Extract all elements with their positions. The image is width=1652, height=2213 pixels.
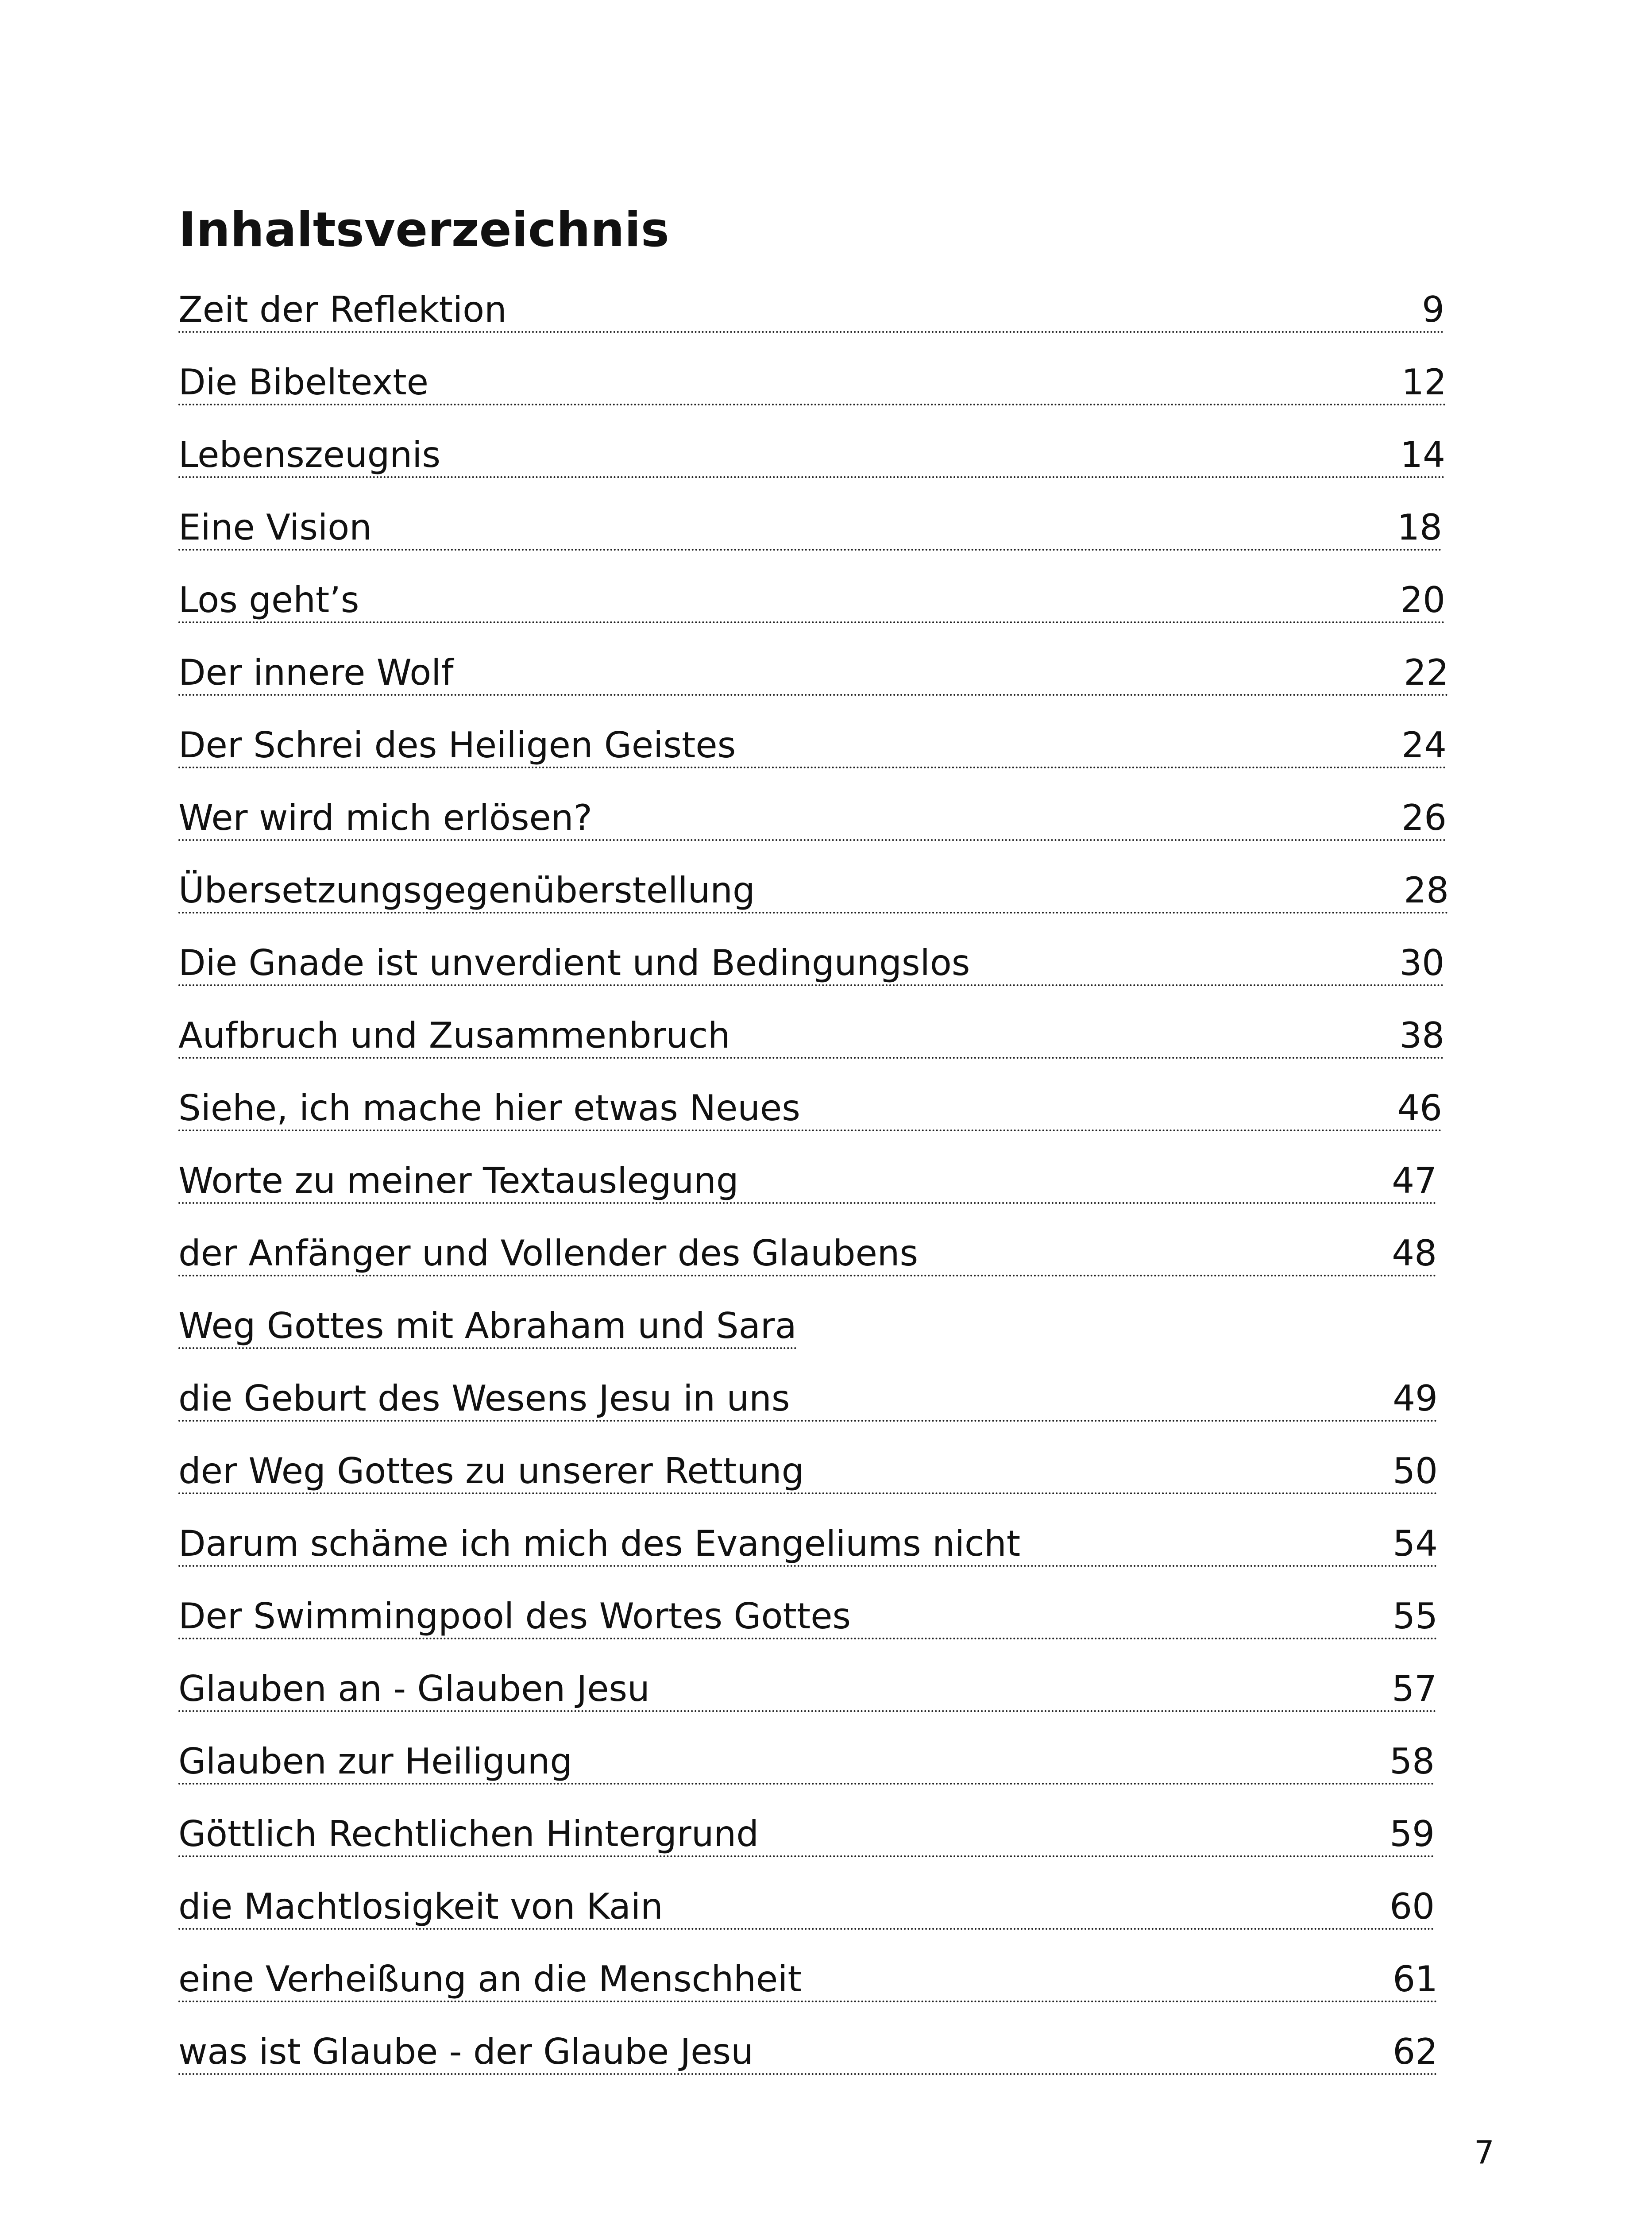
toc-entry-title: Aufbruch und Zusammenbruch [178, 1015, 730, 1056]
toc-entry-title: eine Verheißung an die Menschheit [178, 1959, 802, 2000]
toc-entry-title: Übersetzungsgegenüberstellung [178, 870, 755, 911]
toc-entry-page: 54 [1393, 1523, 1438, 1564]
toc-leader [178, 1160, 1437, 1204]
toc-entry[interactable] [178, 1014, 1462, 1087]
toc-leader [178, 1087, 1442, 1131]
toc-entry-page: 24 [1401, 725, 1447, 766]
toc-leader [178, 1305, 797, 1349]
toc-entry-page: 48 [1392, 1233, 1437, 1274]
toc-entry-page: 30 [1399, 942, 1444, 983]
toc-entry[interactable] [178, 1377, 1462, 1450]
toc-entry-page: 14 [1400, 434, 1445, 475]
toc-entry-page: 47 [1392, 1160, 1437, 1201]
toc-entry-page: 58 [1390, 1741, 1435, 1782]
toc-entry[interactable] [178, 1885, 1462, 1958]
toc-entry-title: was ist Glaube - der Glaube Jesu [178, 2031, 753, 2072]
toc-leader [178, 1740, 1435, 1785]
toc-entry[interactable] [178, 1740, 1462, 1813]
toc-entry-page: 28 [1404, 870, 1449, 911]
table-of-contents [178, 289, 1462, 2103]
toc-entry-page: 57 [1392, 1668, 1437, 1709]
toc-entry-title: Lebenszeugnis [178, 434, 441, 475]
toc-leader [178, 579, 1445, 623]
toc-entry[interactable] [178, 1595, 1462, 1668]
toc-entry[interactable] [178, 797, 1462, 869]
toc-leader [178, 434, 1445, 478]
toc-entry[interactable] [178, 1160, 1462, 1232]
page-title: Inhaltsverzeichnis [178, 202, 669, 258]
toc-entry[interactable] [178, 1232, 1462, 1305]
toc-entry-title: Die Gnade ist unverdient und Bedingungslos [178, 942, 970, 983]
toc-leader [178, 1813, 1435, 1857]
toc-entry[interactable] [178, 724, 1462, 797]
toc-leader [178, 1668, 1437, 1712]
toc-leader [178, 289, 1444, 333]
toc-leader [178, 942, 1444, 986]
toc-leader [178, 1523, 1438, 1567]
toc-leader [178, 361, 1447, 405]
toc-leader [178, 1450, 1438, 1494]
toc-entry-page: 20 [1400, 579, 1445, 621]
toc-entry[interactable] [178, 2031, 1462, 2103]
toc-entry-page: 62 [1393, 2031, 1438, 2072]
toc-entry-page: 38 [1399, 1015, 1444, 1056]
toc-leader [178, 1232, 1437, 1276]
toc-leader [178, 506, 1442, 551]
toc-entry[interactable] [178, 1087, 1462, 1160]
toc-entry[interactable] [178, 579, 1462, 652]
toc-entry-title: Darum schäme ich mich des Evangeliums nicht [178, 1523, 1021, 1564]
toc-leader [178, 869, 1449, 914]
toc-entry-title: Worte zu meiner Textauslegung [178, 1160, 739, 1201]
toc-entry-title: Siehe, ich mache hier etwas Neues [178, 1087, 800, 1129]
toc-entry-page: 22 [1404, 652, 1449, 693]
toc-entry-title: Los geht’s [178, 579, 359, 621]
toc-entry[interactable] [178, 1668, 1462, 1740]
toc-leader [178, 2031, 1438, 2075]
toc-entry-title: Glauben an - Glauben Jesu [178, 1668, 650, 1709]
toc-entry-title: der Anfänger und Vollender des Glaubens [178, 1233, 919, 1274]
toc-entry-page: 26 [1401, 797, 1447, 838]
toc-entry-title: Die Bibeltexte [178, 362, 428, 403]
toc-entry-page: 60 [1390, 1886, 1435, 1927]
toc-leader [178, 724, 1447, 768]
toc-entry-title: Wer wird mich erlösen? [178, 797, 592, 838]
toc-entry-title: die Geburt des Wesens Jesu in uns [178, 1378, 790, 1419]
toc-entry-title: Der Schrei des Heiligen Geistes [178, 725, 736, 766]
toc-entry[interactable] [178, 1450, 1462, 1523]
toc-entry-title: die Machtlosigkeit von Kain [178, 1886, 663, 1927]
toc-entry-page: 18 [1397, 507, 1442, 548]
toc-entry-page: 59 [1390, 1813, 1435, 1854]
toc-entry-page: 55 [1393, 1596, 1438, 1637]
toc-entry[interactable] [178, 652, 1462, 724]
toc-entry-page: 61 [1393, 1959, 1438, 2000]
toc-entry-title: Der innere Wolf [178, 652, 454, 693]
page-number: 7 [1474, 2134, 1494, 2171]
toc-entry-title: Eine Vision [178, 507, 372, 548]
toc-entry[interactable] [178, 361, 1462, 434]
toc-entry-title: der Weg Gottes zu unserer Rettung [178, 1450, 804, 1492]
toc-entry-title: Göttlich Rechtlichen Hintergrund [178, 1813, 759, 1854]
toc-leader [178, 1885, 1435, 1930]
toc-leader [178, 1377, 1438, 1422]
toc-entry[interactable] [178, 506, 1462, 579]
toc-entry-page: 46 [1397, 1087, 1442, 1129]
toc-entry-page: 50 [1393, 1450, 1438, 1492]
toc-entry-page: 12 [1401, 362, 1447, 403]
toc-entry-page: 49 [1393, 1378, 1438, 1419]
toc-entry[interactable] [178, 1958, 1462, 2031]
toc-entry-title: Zeit der Reflektion [178, 289, 507, 330]
toc-leader [178, 652, 1449, 696]
toc-entry-title: Der Swimmingpool des Wortes Gottes [178, 1596, 851, 1637]
toc-leader [178, 1595, 1438, 1639]
toc-entry[interactable] [178, 869, 1462, 942]
toc-leader [178, 1958, 1438, 2002]
toc-entry[interactable] [178, 1523, 1462, 1595]
toc-leader [178, 797, 1447, 841]
toc-entry[interactable] [178, 1813, 1462, 1885]
toc-entry-title: Glauben zur Heiligung [178, 1741, 573, 1782]
toc-leader [178, 1014, 1444, 1059]
toc-entry[interactable] [178, 1305, 1462, 1377]
toc-entry[interactable] [178, 289, 1462, 361]
toc-entry-title: Weg Gottes mit Abraham und Sara [178, 1305, 797, 1346]
toc-entry[interactable] [178, 942, 1462, 1014]
toc-entry-page: 9 [1422, 289, 1444, 330]
toc-entry[interactable] [178, 434, 1462, 506]
